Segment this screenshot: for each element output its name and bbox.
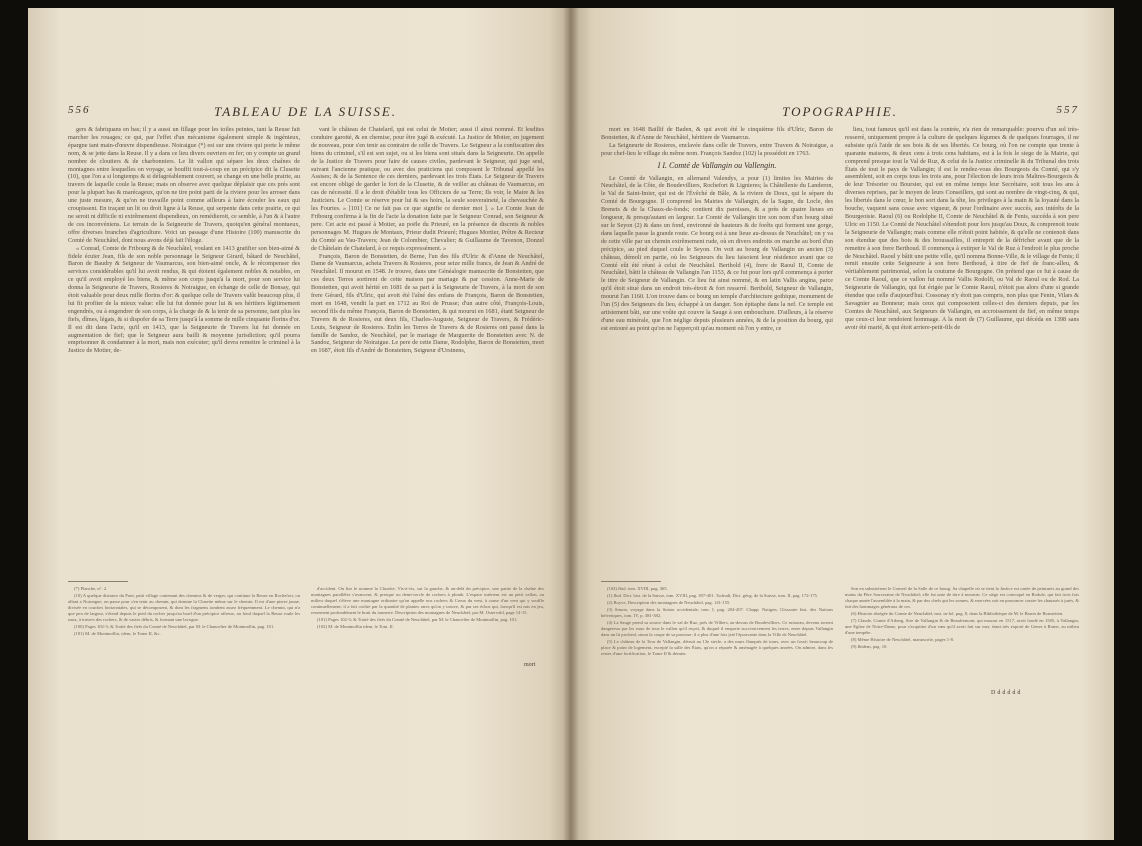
left-footnotes-col2 [311,586,544,631]
footnote: (9) Ibidem, pag. 10. [851,644,888,649]
paragraph: gers & fabriquans en bas; il y a aussi un fillage pour les toiles peintes, tant la Reuse fait marcher les rouages; ce qui, par l'effet d'un mécanisme également simple & ingénieux, épargne tant main-d'œuvre dispendieuse. Noiraigue (*) est sur une riviere qui porte le même nom, & se jette dans la Reuse. Il y a dans ce lieu divers ouvriers en fer; on y compte un grand nombre de cloutiers & de charbonniers. Le lit vallon qui sépare les deux chaînes de montagnes entre lesquelles on voyage, se bouffit tout-à-coup en un précipice dit la Clusette (10), que l'on a si longtemps & si défagréablement couvert, se change en une belle prairie, au travers de laquelle coule la Reuse; mais on observe avec quelque déplaisir que ces prés sont pour la plupart bas & marécageux, qu'on ne tire point parti de la riviere pour les arroser dans une juste mesure, & qu'on ne travaille point comme ailleurs à faire écouler les eaux qui croupissent. En traçant un lit ou droit ligne à la Reuse, qui serpente dans cette prairie, ce qui ne seroit ni difficile ni extrêmement dispendieux, on remédieroit, ce semble, à l'un & à l'autre de ces inconvéniens. Le terrain de la Seigneurie de Travers, quoiqu'en général montueux, offre diverses branches d'agriculture. Voici un passage d'une Histoire (100) manuscrite du Comté de Neuchâtel, dont nous avons déjà fait l'éloge. [68,126,300,244]
footnote-divider [601,581,661,582]
book-gutter [563,8,579,840]
right-page-number: 557 [1056,104,1079,116]
section-title: I I. Comté de Vallangin ou Vallengin. [657,160,777,170]
footnote: (*) Planche, n°. 2. [74,586,108,591]
paragraph: lieu, tout fameux qu'il est dans la contrée, n'a rien de remarquable: pourvu d'un sol très-resserré, uniquement propre à la culture de quelques légumes & de quelques fourrages, il ne subsiste qu'à l'aide de ses bois & de ses libertés. Ce bourg, où l'on ne compte que trente à quarante maisons, & deux cens à trois cens habitans, est à la fois le siege de la Mairie, qui comprend presque tout le Val de Ruz, & celui de la Justice criminelle & du Tribunal des trois États de tout le pays de Vallangin; il est le rendez-vous des Bourgeois du Comté, qui s'y assemblent, soit en corps tous les trois ans, pour l'élection de leurs trois Maîtres-Bourgeois & de leur Trésorier ou Boursier, qui est en même temps leur Secrétaire, soit tous les ans à diverses reprises, par le moyen de leurs Conseillers, qui sont au nombre de vingt-cinq, & qui, les libertés dans le cœur, le bon sort dans la tête, les privileges à la main & la loyauté dans la bouche, vaquent sans cesse avec vigueur, & pour l'ordinaire avec succès, aux intérêts de la Bourgeoisie. Raoul (6) ou Rodolphe II, Comte de Neuchâtel & de Fenis, succéda à son pere Ulric en 1150. Le Comté de Neuchâtel s'étendoit pour lors jusqu'au Doux, & comprenoit toute la Seigneurie de Vallangin; mais comme elle n'étoit point habitée, & qu'elle ne contenoit dans son étendue que des bois & des broussailles, il entreprit de la défricher avant que de la remettre à son frere Berthoud. Il commença à extirper le Val de Ruz à l'endroit le plus proche de Neuchâtel. Raoul y bâtit une petite ville, qu'il nomma Bonne-Ville, & le village de Fenis; il remit ensuite cette Seigneurie à son frere Berthoud, à titre de fief de franc-alleu, & véritablement patrimonial, selon la coutume de Bourgogne. On prétend que ce fut à cause de ce Comte Raoul, que ce vallon fut nommé Vallis Rodolfi, ou Val de Raoul ou de Rod. La Seigneurie de Vallangin, qui fut érigée par le Comte Raoul, n'étoit pas alors d'une si grande étendue que celle d'aujourd'hui. Cossonay n'y étoit pas compris, non plus que Fenin, Vilars & Savagnier au Bonneur; mais ceux qui composoient celles-ci des derniers depuis, par les Comtes de Neuchâtel, aux Seigneurs de Vallangin, en accroissement de fief, en même temps que ceux-ci leur rendoient hommage. A la mort de (7) Guillaume, qui décéda en 1398 sans avoir été marié, & qui étoit arriere-petit-fils de [845,126,1079,331]
right-footnotes-col1 [601,586,833,658]
right-column-2 [845,126,1079,332]
footnote: (7) Claude, Comte d'Arberg, Sire de Vallangin & de Beaufremont, qui mourut en 1517, avoit fondé en 1505, à Vallangin, une Eglise de Notre-Dame, pour s'acquitter d'un vœu qu'il avoit fait sur mer, étant très exposé de Genes à Rome, au milieu d'une tempête. [845,618,1079,635]
footnote: (2) Boyve, Description des montagnes de Neuchâtel, pag. 141-155. [607,600,731,605]
paragraph: « Conrad, Comte de Fribourg & de Neuchâtel, voulant en 1413 gratifier son bien-aimé & fidele écuïer Jean, fils de son noble personnage le Seigneur Girard, bâtard de Neuchâtel, Baron de Baudry & Seigneur de Vaumarcus, son bien-aimé oncle, & le récompenser des services considérables qu'il lui avoit rendus, & qui étoient également nobles & notables, en ce qu'il avoit employé les biens, & même son corps jusqu'à la mort, pour son service lui donna la Seigneurie de Travers, Rosieres & Noiraigue, en échange de celle de Bonsay, qui étoit valuable pour deux mille florins d'or: & quelque celle de Travers valût beaucoup plus, il lui fit profiter de la mieux value: elle lui fut donnée pour lui & ses héritiers légitimement engendrés, ou à engendrer de son corps, à la charge de & la tenir de sa personne, tant plus les fiefs, dîmes, légats, & si dispofer de sa Terre jusqu'à la somme de mille cinquante florins d'or. Il est dit dans l'acte, qu'il en 1413, que la Seigneurie de Travers lui fut donnée en augmentation de fief; que le Seigneur aura bailli & moyenne jurisdiction; qu'il pourra emprisonner & condamner à la mort, mais non exécuter; qu'il devra remettre le criminel à la Justice de Motier, de- [68,244,300,355]
footnote: (102) M. de Montmollin idem, le Tom. II. [317,624,394,629]
footnote: (100) Pages 102-3; & Traité des fiefs du Comté de Neuchâtel, par M. le Chancelier de Montmollin, pag. 101. [74,624,275,629]
right-header-title: TOPOGRAPHIE. [782,104,898,119]
left-header-title: TABLEAU DE LA SUISSE. [213,104,398,119]
right-footnotes-col2 [845,586,1079,651]
footnote: (6) Histoire abrégée du Comte de Neuchâtel, mst. in-fol. pag. 8, dans la Bibliothèque de M. le Baron de Bonstetten. [851,611,1064,616]
footnote: (101) M. de Montmollin, idem, le Tome II, &c. [74,631,161,636]
paragraph: vant le château de Chatelard, qui est celui de Motier; aussi il ainsi nommé. Et lesdites conduire garotté, & en chemise, pour être jugé & exécuté. La Justice de Motier, en jugement de nouveau, pour s'en tenir au contraire de celle de Travers. Le Seigneur a la confiscation des biens du criminel, s'il est son sujet, ou si les biens sont situés dans la Seigneurie. On appelle de la Justice de Travers pour faire de causes civiles, pardevant le Seigneur, qui juge seul, suivant l'ancienne pratique, ou avec des praticiens qui composent le Tribunal appellé les Assises; & de la Sentence de ces derniers, pardevant les trois États. Le Seigneur de Travers est encore obligé de garder le fort de la Clusette, & de veiller au château de Vaumarcus, en cas de nécessité. Il a le droit d'établir tous les Officiers de sa Terre; Ils voir, le Maire & les Justiciers. Le Comte se réserve pour lui & ses hoirs, la seule souveraineté, la chevauchée & les Fourtes. » [101] Ce ne fait pas ce que signifie ce dernier mot ]. » Le Comte Jean de Fribourg confirma à la fin de l'acte la donation faite par le Seigneur Conrad, son Seigneur & pere. Cet acte est passé à Motier, au poële du Prieuré, en la présence de discrets & nobles personnages M. Hugues de Montaux, Prieur dudit Prieuré; Hugues Mortier, Prêtre & Recteur du Comté au Vau-Travers; Jean de Colombier, Chevalier; & Guillaume de Tavenon, Donzel de Châtelain de Chatelard, à ce requis expressément. » [311,126,544,252]
paragraph: François, Baron de Bonstetten, de Berne, l'un des fils d'Ulric & d'Anne de Neuchâtel, Dame de Vaumarcus, acheta Travers & Rosieres, pour seize mille francs, de Jean & André de Neuchâtel. Il mourut en 1548. Je trouve, dans une Généalogie manuscrite de Bonstetten, que ces deux Terres sortirent de cette maison par mariage & par cession. Anne-Marie de Bonstetten, qui avoit hérité en 1681 de sa part à la Seigneurie de Travers, à la mort de son frere Gérard, fils d'Ulric, qui avoit été l'aîné des enfans de François, Baron de Bonstetten, mort en 1648, vendit la part en 1712 au Roi de Prusse; d'un autre côté, François-Louis, second fils du même François, Baron de Bonstetten, & qui mourut en 1681, étant Seigneur de Travers & de Rosieres, eut deux fils, Charles-Auguste, Seigneur de Travers, & Frédéric-Louis, Seigneur de Rosieres. Enfin les Terres de Travers & de Rosieres ont passé dans la famille de Sandoz, de Neuchâtel, par le mariage de Marguerite de Bonstetten avec N. de Sandoz, Seigneur de Noiraigue. Le pere de cette Dame, Rodolphe, Baron de Bonstetten, mort en 1687, étoit fils d'André de Bonstetten, Seigneur d'Ursinens, [311,252,544,355]
footnote: d'accident. On lise le nomme la Clusette. Vis-à-vis, sur la gauche, & au-delà du précipice, une partie de la chaîne des montagnes parallèles s'avancent, & presque ou demi-cercle de rochers à plomb. L'espace intérieur est un petit vallon, au milieu duquel s'éleve une montagne ordinaire qu'on appelle nos rochers & Creux du vent, à cause d'un vent qui y souffle continuellement; il a fait croître par la quantité de plantes rares qu'on y trouve, & par ses échos qui, lorsqu'il est mis en jeu, ressentent profondément le bruit du tonnerre. Description des montagnes de Neuchâtel, par M. Ostervald, page 14-15. [311,586,544,615]
book-spread [28,8,1114,840]
paragraph: Le Comté de Vallangin, en allemand Valendys, a pour (1) limites les Mairies de Neuchâtel, de la Côte, de Boudevilliers, Rochefort & Lignieres; la Châtellenie du Landeron, le Val de Saint-Imier, qui est de l'Évêché de Bâle, & la riviere de Doux, qui le sépare du Comté de Bourgogne. Il comprend les Mairies de Vallangin, de la Sagne, du Locle, des Brenets & de la Chaux-de-fonds; contient dix paroisses, & a près de quatre lieues en longueur, & presqu'autant en largeur. Le Comté de Vallangin tire son nom d'un bourg situé sur le Seyon (2) & dans un fond, environné de hauteurs & de forêts qui forment une gorge, dans laquelle passe la grande route. Ce bourg est à une lieue au-dessus de Neuchâtel; on y va de cette ville par un chemin extrêmement rude, où en divers endroits on marche au bord d'un précipice, au pied duquel coule le Seyon. On voit au bourg de Vallangin un ancien (3) château, démoli en partie, où les Seigneurs du lieu faisoient leur résidence avant que ce Comté eût été réuni à celui de Neuchâtel. Berthold (4), frere de Raoul II, Comte de Neuchâtel, bâtit le château de Vallangin l'an 1153, & ce fut pour lors qu'il commença à porter le titre de Seigneur de Vallangin. Ce lieu fut ainsi nommé, & en latin Vallis angina, parce qu'il étoit situé dans un endroit très-étroit & fort resserré. Berthold, Seigneur de Vallangin, mourut l'an 1160. L'on trouve dans ce bourg un temple d'architecture gothique, monument de l'un (5) des Seigneurs du lieu, échappé à un danger. Son épitaphe dans la nef. Ce temple est artistement bâti, sur une voûte qui couvre la Sauge à son embouchure. D'ailleurs, à la réserve d'une eau minérale, que l'on néglige depuis plusieurs années, & de la position du bourg, qui est entouré au point qu'on ne l'apperçoit qu'au moment où l'on y entre, ce [601,174,833,332]
signature-mark: Dddddd [991,690,1023,696]
left-column-2 [311,126,544,355]
paragraph: La Seigneurie de Rosieres, enclavée dans celle de Travers, entre Travers & Noiraigue, a pour chef-lieu le village du même nom. François Sandoz (102) la possédoit en 1763. [601,141,833,157]
footnote: Son en subsistèrent le Conseil de la Salle de ce bourg. Sa chapelle où se tient la Justice est ornée de peintures au grand des mains du Père Souveraine de Neuchâtel; elle fut unie de titre à meurtrir. Ce siège est convoqué en Rodule, qui fait trois fois chaque année l'assemblée à la main, & par des chefs qui les sonnes, & exercées soit en prononcer contre les chaussés à jurés, & fait des hommages généraux de ces. [845,586,1080,609]
left-page [28,8,571,840]
footnote-divider [68,581,128,582]
footnote: (4) La Sauge prend sa source dans le val de Ruz, près de Villiers, au-dessus de Boudevilliers. Ce ruisseau, devenu torrent dangereux par les eaux de tous le vallon qu'il reçoit, & duquel il emporte successivement les terres, entre depuis Vallangin dans un lit profond, sinon la coupe de sa paroisse; il a plus d'une fois jeté l'épouvante dans la Ville de Neuchâtel. [601,620,833,637]
left-footnotes-col1 [68,586,300,638]
right-column-1 [601,126,833,333]
footnote: (5) Le château de la Tour de Vallangin, détruit au 13e siecle, a des murs flanqués de tours, avec un fossé; beaucoup de place & point de logement, excepté la salle des États, qu'on a réparée & aménagée à quelques années. On admire, dans les restes d'une fortification, le Tome II & dernier. [601,639,833,656]
footnote: (102) Ibid. tom. XVIII, pag. 365. [607,586,668,591]
footnote: (8) Même Histoire de Neuchâtel, manuscrite, pages 1-8. [851,637,955,642]
left-page-number: 556 [68,104,91,116]
footnote: (10) A quelque distance du Pont, petit village contenant des chemins & de verger, qui continue la Reuse en Rochefort, on allant a Noiraigue, on passe pour s'en tenir au chemin, qui domine la Clusette même sur le chemin. Il est d'une pierre jaune, divisée en couches horizontales, qui se décomposent, & dont les fragmens tombent assez fréquemment. Le chemin, qui n'a que peu de largeur, s'étend depuis le pied du rocher jusqu'au bord d'un précipice affreux, au fond duquel la Reuse roule les eaux, à travers des rochers, & de vastes débris, & formant une lavogne. [68,593,300,622]
footnote: (3) Simon, voyage dans la Suisse occidentale, tom. I, pag. 204-207. Chapp. Natigen, Glossaire hist. des Nations helvetiques, tom. IV, p. 381-382. [601,607,833,618]
right-page [571,8,1114,840]
catchword: mort [524,662,536,668]
footnote: (1) Ibid. Dict. hist. de la Suisse, tom. XVIII, pag. 397-401. Tschudi, Dict. géog. de la Suisse, tom. II, pag. 172-175. [607,593,819,598]
paragraph: mort en 1648 Baillif de Baden, & qui avoit été le cinquième fils d'Ulric, Baron de Bonstetten, & d'Anne de Neuchâtel, héritiere de Vaumarcus. [601,126,833,141]
left-column-1 [68,126,300,355]
footnote: (101) Pages 102-3; & Traité des fiefs du Comté de Neuchâtel, par M. le Chancelier de Montmollin, pag. 101. [317,617,518,622]
